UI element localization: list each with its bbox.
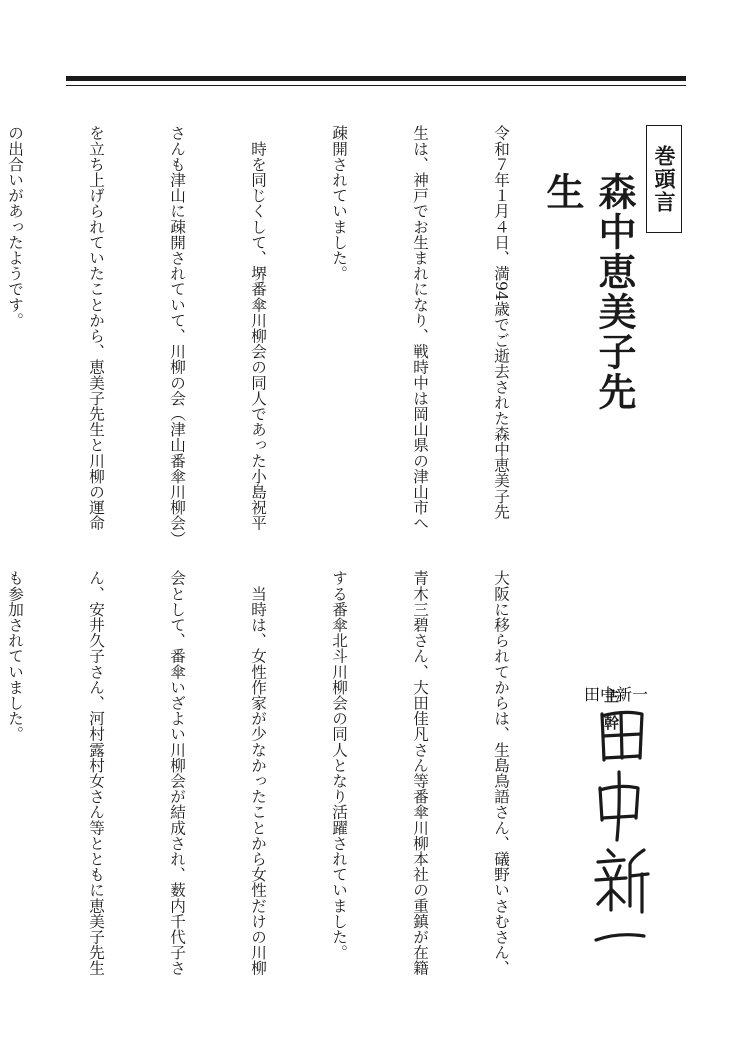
text-line: の出合いがあったようです。 <box>6 125 24 328</box>
text-line: 疎開されていました。 <box>330 125 348 281</box>
text-line: を立ち上げられていたことから、恵美子先生と川柳の運命 <box>87 125 105 531</box>
signer-title: 主幹 <box>602 688 620 742</box>
text-line: 当時は、女性作家が少なかったことから女性だけの川柳 <box>249 570 267 976</box>
handwritten-signature <box>584 685 654 970</box>
text-line: 青木三碧さん、大田佳凡さん等番傘川柳本社の重鎮が在籍 <box>411 570 429 976</box>
text-line: 大阪に移られてからは、生島鳥語さん、礒野いさむさん、 <box>492 570 510 976</box>
text-line: さんも津山に疎開されていて、川柳の会（津山番傘川柳会） <box>168 125 186 547</box>
text-line: ん、安井久子さん、河村露村女さん等とともに恵美子先生 <box>87 570 105 976</box>
text-line: 生は、神戸でお生まれになり、戦時中は岡山県の津山市へ <box>411 125 429 531</box>
section-badge: 巻頭言 <box>646 125 682 233</box>
text-line: 会として、番傘いざよい川柳会が結成され、薮内千代子さ <box>168 570 186 976</box>
body-text-lower <box>6 570 568 976</box>
text-line: 時を同じくして、堺番傘川柳会の同人であった小島祝平 <box>249 125 267 531</box>
signature-name: 田中新一 <box>584 685 649 704</box>
header-rule-thin <box>66 85 686 86</box>
text-line: する番傘北斗川柳会の同人となり活躍されていました。 <box>330 570 348 960</box>
header-rule-thick <box>66 76 686 81</box>
body-text-upper <box>6 125 568 547</box>
page-title: 森中恵美子先生 <box>540 172 636 412</box>
text-line: も参加されていました。 <box>6 570 24 742</box>
text-line: 令和７年１月４日、満94歳でご逝去された森中恵美子先 <box>492 125 510 520</box>
